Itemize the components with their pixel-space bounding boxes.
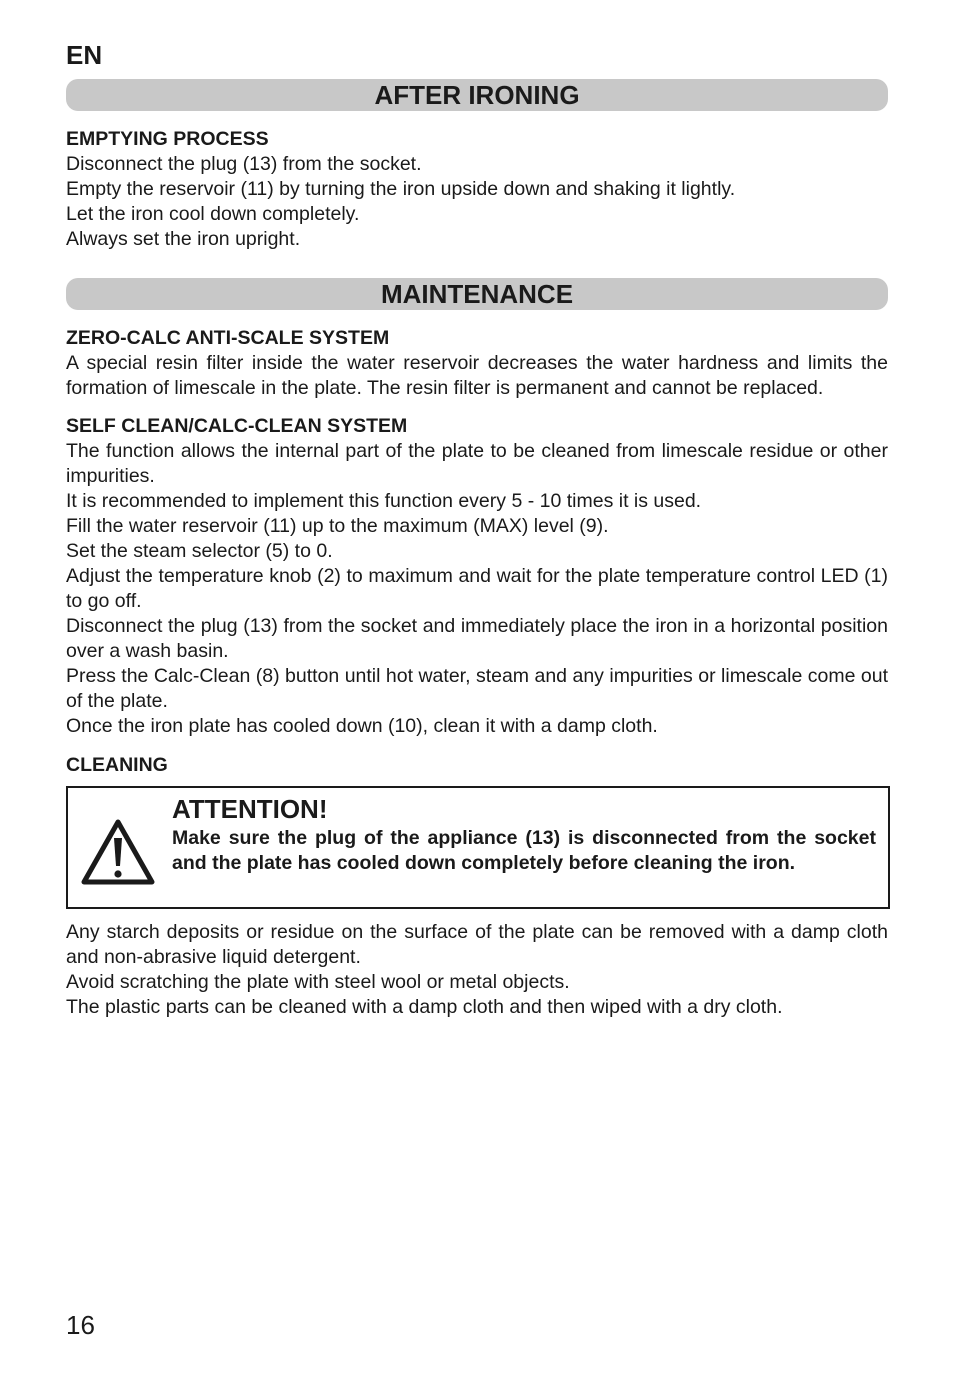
zero-calc-text: A special resin filter inside the water reservoir decreases the water hardness and limits the formation of limescale in the plate. The resin filter is permanent and cannot be replaced. — [66, 352, 888, 399]
cleaning-heading-block — [66, 753, 888, 778]
emptying-heading: EMPTYING PROCESS — [66, 128, 269, 150]
emptying-line: Empty the reservoir (11) by turning the iron upside down and shaking it lightly. — [66, 178, 736, 200]
self-clean-paragraph: Adjust the temperature knob (2) to maximum and wait for the plate temperature control LED (1) to go off. — [66, 565, 888, 612]
attention-text: Make sure the plug of the appliance (13) is disconnected from the socket and the plate has cooled down completely before cleaning the iron. — [172, 827, 876, 874]
self-clean-paragraph: Fill the water reservoir (11) up to the maximum (MAX) level (9). — [66, 515, 609, 537]
cleaning-paragraph: The plastic parts can be cleaned with a damp cloth and then wiped with a dry cloth. — [66, 996, 783, 1018]
emptying-line: Always set the iron upright. — [66, 228, 301, 250]
attention-box — [66, 786, 890, 909]
cleaning-paragraph: Any starch deposits or residue on the surface of the plate can be removed with a damp cloth and non-abrasive liquid detergent. — [66, 921, 888, 968]
zero-calc-heading: ZERO-CALC ANTI-SCALE SYSTEM — [66, 327, 390, 349]
self-clean-paragraph: It is recommended to implement this function every 5 - 10 times it is used. — [66, 490, 702, 512]
self-clean-paragraph: Once the iron plate has cooled down (10), clean it with a damp cloth. — [66, 715, 658, 737]
cleaning-heading: CLEANING — [66, 754, 168, 776]
emptying-line: Disconnect the plug (13) from the socket. — [66, 153, 422, 175]
cleaning-paragraph: Avoid scratching the plate with steel wool or metal objects. — [66, 971, 570, 993]
warning-triangle-icon — [80, 818, 156, 888]
section-title-after-ironing: AFTER IRONING — [66, 79, 888, 111]
self-clean-section — [66, 414, 888, 739]
language-code: EN — [66, 40, 103, 70]
self-clean-paragraph: The function allows the internal part of the plate to be cleaned from limescale residue or other impurities. — [66, 440, 888, 487]
self-clean-heading: SELF CLEAN/CALC-CLEAN SYSTEM — [66, 415, 408, 437]
emptying-line: Let the iron cool down completely. — [66, 203, 360, 225]
self-clean-paragraph: Press the Calc-Clean (8) button until hot water, steam and any impurities or limescale come out of the plate. — [66, 665, 888, 712]
zero-calc-section — [66, 326, 888, 401]
section-title-maintenance: MAINTENANCE — [66, 278, 888, 310]
page-number: 16 — [66, 1310, 95, 1340]
attention-title: ATTENTION! — [172, 794, 328, 824]
self-clean-paragraph: Set the steam selector (5) to 0. — [66, 540, 333, 562]
emptying-process-section — [66, 127, 888, 252]
self-clean-paragraph: Disconnect the plug (13) from the socket and immediately place the iron in a horizontal position over a wash basin. — [66, 615, 888, 662]
cleaning-section — [66, 920, 888, 1020]
